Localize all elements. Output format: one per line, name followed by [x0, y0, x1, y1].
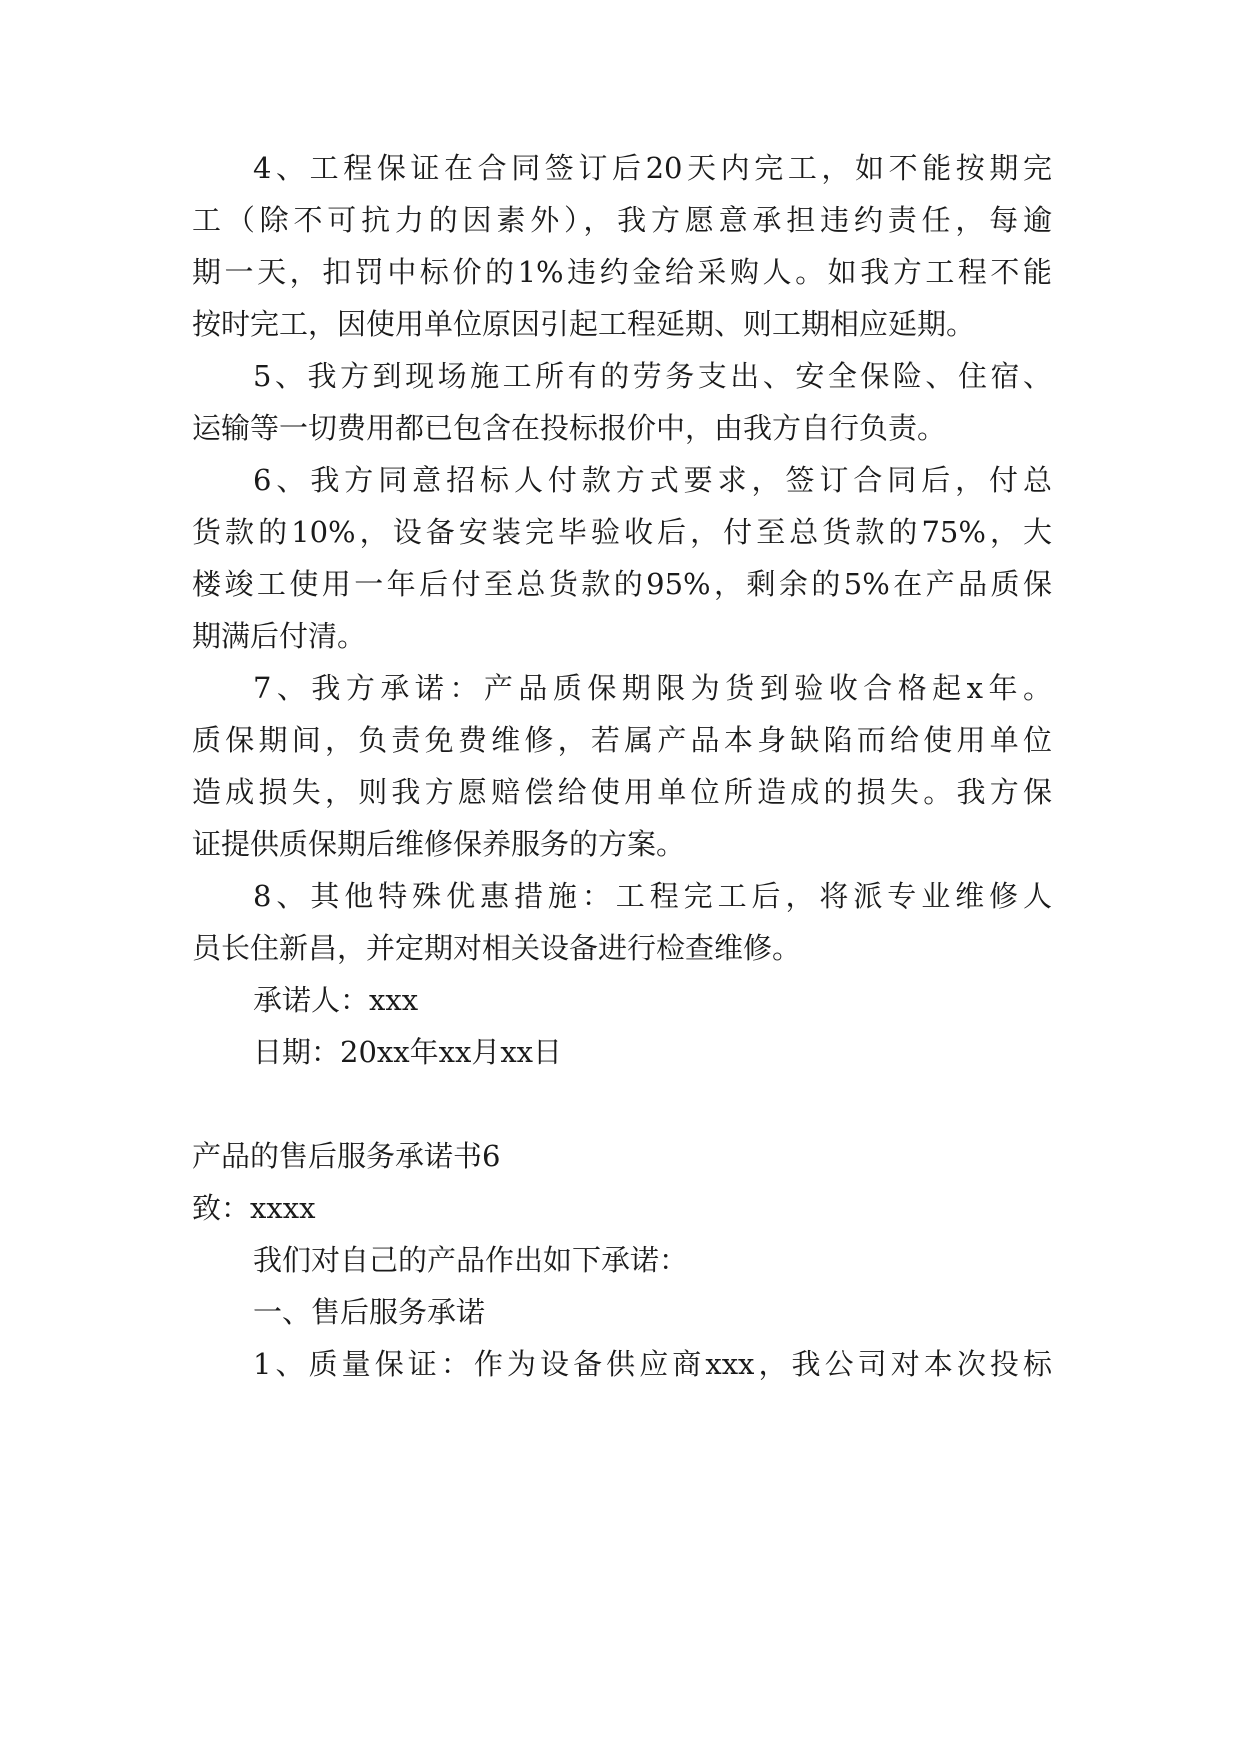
promisor-line: 承诺人：xxx	[253, 983, 419, 1017]
item-7-line-4: 证提供质保期后维修保养服务的方案。	[192, 827, 686, 861]
section-title: 产品的售后服务承诺书6	[192, 1139, 501, 1173]
item-6-line-3: 楼竣工使用一年后付至总货款的95%，剩余的5%在产品质保	[192, 567, 1052, 601]
item-8-line-1: 8、其他特殊优惠措施：工程完工后，将派专业维修人	[253, 879, 1052, 913]
quality-guarantee-line: 1、质量保证：作为设备供应商xxx，我公司对本次投标	[253, 1347, 1052, 1381]
date-line: 日期：20xx年xx月xx日	[253, 1035, 563, 1069]
item-6-line-4: 期满后付清。	[192, 619, 367, 653]
item-6-line-2: 货款的10%，设备安装完毕验收后，付至总货款的75%，大	[192, 515, 1052, 549]
item-4-line-1: 4、工程保证在合同签订后20天内完工，如不能按期完	[253, 151, 1052, 185]
item-5-line-1: 5、我方到现场施工所有的劳务支出、安全保险、住宿、	[253, 359, 1052, 393]
section-heading: 一、售后服务承诺	[253, 1295, 486, 1329]
item-4-line-4: 按时完工，因使用单位原因引起工程延期、则工期相应延期。	[192, 307, 976, 341]
item-5-line-2: 运输等一切费用都已包含在投标报价中，由我方自行负责。	[192, 411, 947, 445]
item-7-line-2: 质保期间，负责免费维修，若属产品本身缺陷而给使用单位	[192, 723, 1052, 757]
item-4-line-3: 期一天，扣罚中标价的1%违约金给采购人。如我方工程不能	[192, 255, 1052, 289]
item-7-line-3: 造成损失，则我方愿赔偿给使用单位所造成的损失。我方保	[192, 775, 1052, 809]
item-6-line-1: 6、我方同意招标人付款方式要求，签订合同后，付总	[253, 463, 1052, 497]
addressee-line: 致：xxxx	[192, 1191, 316, 1225]
intro-line: 我们对自己的产品作出如下承诺：	[253, 1243, 689, 1277]
item-8-line-2: 员长住新昌，并定期对相关设备进行检查维修。	[192, 931, 802, 965]
item-4-line-2: 工（除不可抗力的因素外），我方愿意承担违约责任，每逾	[192, 203, 1052, 237]
item-7-line-1: 7、我方承诺：产品质保期限为货到验收合格起x年。	[253, 671, 1052, 705]
